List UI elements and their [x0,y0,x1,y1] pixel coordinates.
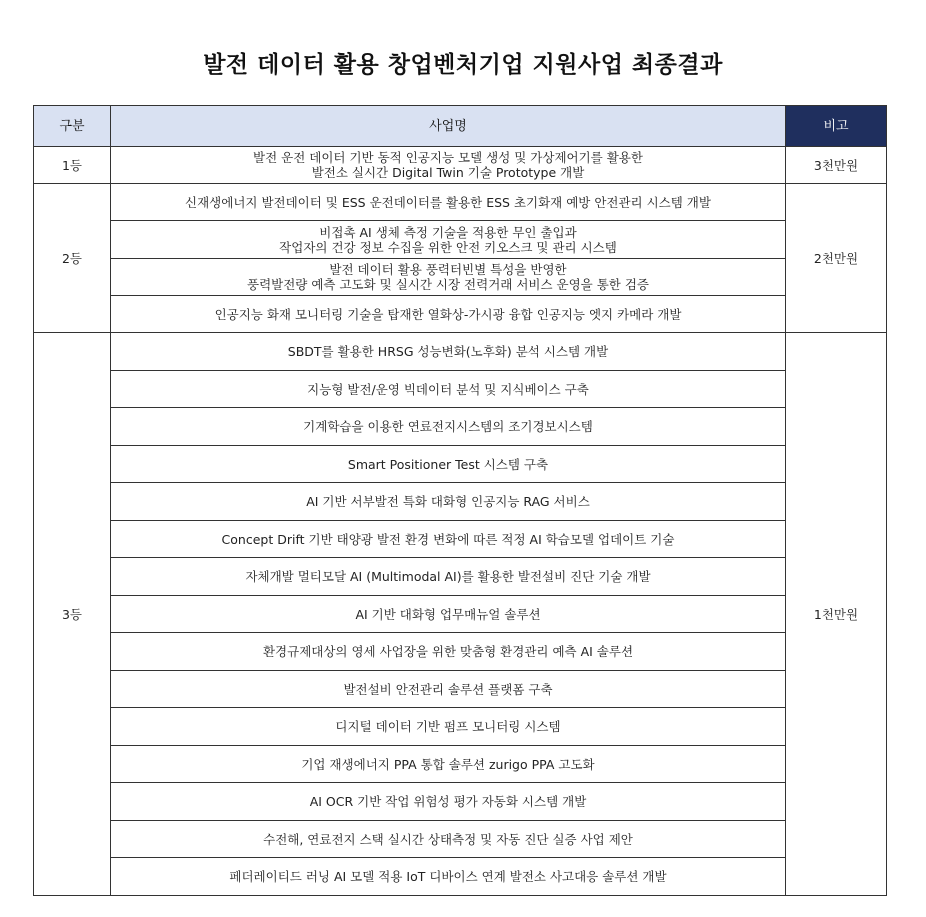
project-cell [111,783,786,821]
table-row [34,483,887,521]
project-line: 디지털 데이터 기반 펌프 모니터링 시스템 [335,719,561,734]
project-cell [111,147,786,184]
table-row [34,708,887,746]
header-note: 비고 [786,106,887,147]
project-cell [111,708,786,746]
rank-cell: 1등 [34,147,111,184]
header-category: 구분 [34,106,111,147]
table-row [34,221,887,259]
project-cell [111,858,786,896]
project-line: 작업자의 건강 정보 수집을 위한 안전 키오스크 및 관리 시스템 [279,239,617,255]
table-row [34,333,887,371]
project-cell [111,221,786,259]
results-table [33,105,887,896]
project-cell [111,371,786,408]
project-line: Smart Positioner Test 시스템 구축 [347,456,549,472]
table-body [34,147,887,896]
project-cell [111,296,786,333]
project-line: AI 기반 서부발전 특화 대화형 인공지능 RAG 서비스 [306,494,590,509]
project-line: 비접촉 AI 생체 측정 기술을 적용한 무인 출입과 [319,224,577,240]
project-line: 페더레이티드 러닝 AI 모델 적용 IoT 디바이스 연계 발전소 사고대응 솔루션 개발 [229,869,667,884]
project-line: 발전 운전 데이터 기반 동적 인공지능 모델 생성 및 가상제어기를 활용한 [253,150,643,165]
project-cell [111,746,786,783]
table-row [34,296,887,333]
rank-cell: 2등 [34,184,111,333]
project-line: 인공지능 화재 모니터링 기술을 탑재한 열화상-가시광 융합 인공지능 엣지 카메라 개발 [214,306,682,322]
table-row [34,746,887,783]
table-row [34,858,887,896]
header-project: 사업명 [111,106,786,147]
project-line: 발전설비 안전관리 솔루션 플랫폼 구축 [343,681,553,697]
project-cell [111,821,786,858]
project-line: 지능형 발전/운영 빅데이터 분석 및 지식베이스 구축 [307,381,589,397]
project-line: 발전소 실시간 Digital Twin 기술 Prototype 개발 [311,165,585,180]
project-line: 기계학습을 이용한 연료전지시스템의 조기경보시스템 [303,419,593,434]
table-row [34,259,887,296]
table-row [34,184,887,221]
rank-cell: 3등 [34,333,111,896]
project-cell [111,259,786,296]
note-cell: 1천만원 [786,333,887,896]
project-cell [111,633,786,671]
table-row [34,521,887,558]
project-line: 풍력발전량 예측 고도화 및 실시간 시장 전력거래 서비스 운영을 통한 검증 [247,277,649,292]
project-line: 기업 재생에너지 PPA 통합 솔루션 zurigo PPA 고도화 [301,756,595,772]
table-row [34,633,887,671]
project-line: 발전 데이터 활용 풍력터빈별 특성을 반영한 [329,262,567,277]
project-cell [111,483,786,521]
project-cell [111,184,786,221]
project-cell [111,333,786,371]
project-cell [111,558,786,596]
table-row [34,671,887,708]
project-cell [111,596,786,633]
project-cell [111,408,786,446]
project-line: Concept Drift 기반 태양광 발전 환경 변화에 따른 적정 AI 학습모델 업데이트 기술 [221,531,675,547]
page-title: 발전 데이터 활용 창업벤처기업 지원사업 최종결과 [203,52,723,78]
project-line: 자체개발 멀티모달 AI (Multimodal AI)를 활용한 발전설비 진단 기술 개발 [245,569,651,584]
project-line: AI 기반 대화형 업무매뉴얼 솔루션 [355,606,541,622]
note-cell: 3천만원 [786,147,887,184]
table-row [34,783,887,821]
project-line: 수전해, 연료전지 스택 실시간 상태측정 및 자동 진단 실증 사업 제안 [263,831,633,847]
table-row [34,371,887,408]
project-cell [111,446,786,483]
project-cell [111,521,786,558]
project-line: AI OCR 기반 작업 위험성 평가 자동화 시스템 개발 [309,794,587,809]
project-line: 환경규제대상의 영세 사업장을 위한 맞춤형 환경관리 예측 AI 솔루션 [262,644,634,659]
table-row [34,558,887,596]
table-row [34,147,887,184]
table-row [34,596,887,633]
header-row [34,106,887,147]
table-row [34,408,887,446]
table-row [34,821,887,858]
project-line: 신재생에너지 발전데이터 및 ESS 운전데이터를 활용한 ESS 초기화재 예방 안전관리 시스템 개발 [185,194,711,210]
project-line: SBDT를 활용한 HRSG 성능변화(노후화) 분석 시스템 개발 [287,344,609,359]
project-cell [111,671,786,708]
table-row [34,446,887,483]
note-cell: 2천만원 [786,184,887,333]
